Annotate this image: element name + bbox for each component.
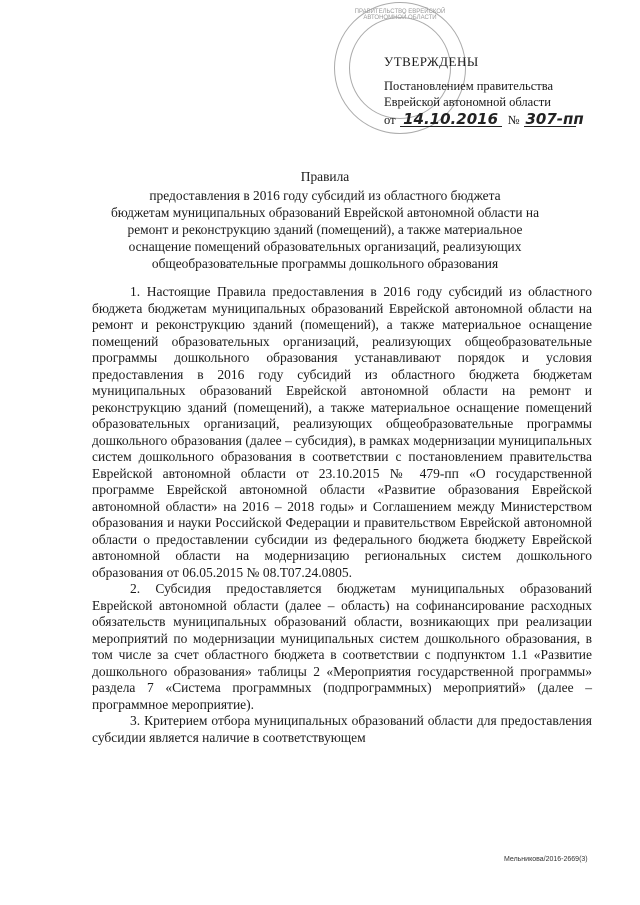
title-main: Правила	[300, 169, 350, 184]
footer-reference: Мельникова/2016-2669(3)	[504, 856, 588, 863]
handwritten-date: 14.10.2016	[400, 112, 502, 127]
title-line: бюджетам муниципальных образований Еврейской автономной области на	[110, 205, 540, 220]
title-line: предоставления в 2016 году субсидий из областного бюджета	[149, 188, 501, 203]
paragraph-3: 3. Критерием отбора муниципальных образований области для предоставления субсидии является наличие в соответствующем	[92, 713, 592, 745]
document-title	[90, 168, 560, 272]
approval-date-row	[384, 112, 624, 128]
seal-text: ПРАВИТЕЛЬСТВО ЕВРЕЙСКОЙ АВТОНОМНОЙ ОБЛАСТИ	[354, 9, 446, 21]
number-prefix: №	[507, 113, 520, 127]
approval-line-2: Еврейской автономной области	[384, 95, 551, 109]
approval-line-1: Постановлением правительства	[384, 79, 554, 93]
paragraph-1: 1. Настоящие Правила предоставления в 2016 году субсидий из областного бюджета бюджетам муниципальных образований Еврейской автономной области на ремонт и реконструкцию зданий (помещений), а также материальное оснащение помещений образовательных организаций, реализующих общеобразовательные программы дошкольного образования устанавливают порядок и условия предоставления в 2016 году субсидий из областного бюджета бюджетам муниципальных образований Еврейской автономной области на ремонт и реконструкцию зданий (помещений), а также материальное оснащение помещений образовательных организаций, реализующих общеобразовательные программы дошкольного образования (далее – субсидия), в рамках модернизации муниципальных систем дошкольного образования в соответствии с постановлением правительства Еврейской автономной области от 23.10.2015 № 479-пп «О государственной программе Еврейской автономной области «Развитие образования Еврейской автономной области» на 2016 – 2018 годы» и Соглашением между Министерством образования и науки Российской Федерации и правительством Еврейской автономной области о предоставлении субсидии из федерального бюджета бюджету Еврейской автономной области на модернизацию региональных систем дошкольного образования от 06.05.2015 № 08.Т07.24.0805.	[92, 284, 592, 580]
title-line: общеобразовательные программы дошкольного образования	[151, 256, 499, 271]
approval-block	[384, 54, 624, 128]
title-line: ремонт и реконструкцию зданий (помещений), а также материальное	[127, 222, 523, 237]
handwritten-number: 307-пп	[525, 110, 584, 128]
title-line: оснащение помещений образовательных организаций, реализующих	[128, 239, 522, 254]
approval-heading: УТВЕРЖДЕНЫ	[384, 54, 479, 69]
paragraph-2: 2. Субсидия предоставляется бюджетам муниципальных образований Еврейской автономной области (далее – область) на софинансирование расходных обязательств муниципальных образований области, возникающих при реализации мероприятий по модернизации муниципальных систем дошкольного образования, в том числе за счет областного бюджета в соответствии с подпунктом 1.1 «Развитие дошкольного образования» таблицы 2 «Мероприятия государственной программы» раздела 7 «Система программных (подпрограммных) мероприятий» (далее – программное мероприятие).	[92, 581, 592, 712]
document-body	[92, 284, 592, 746]
date-prefix: от	[384, 113, 396, 127]
